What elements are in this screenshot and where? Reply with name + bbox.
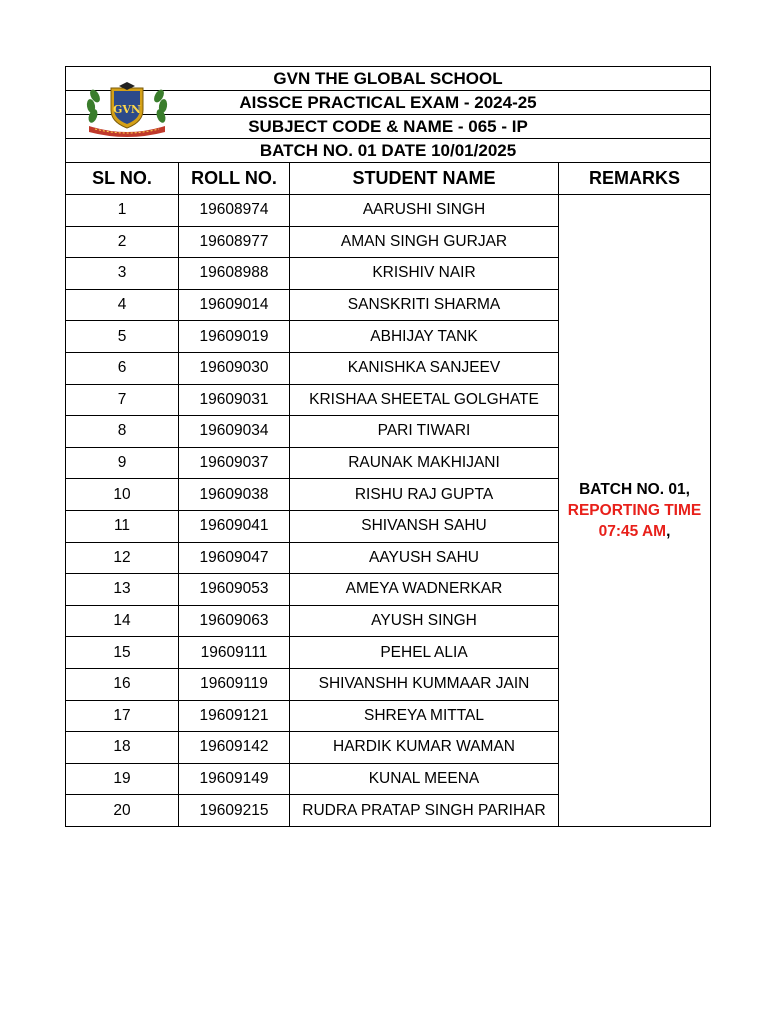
sl-no-cell: 2 (66, 226, 179, 258)
student-name-cell: HARDIK KUMAR WAMAN (290, 732, 559, 764)
student-name-cell: RISHU RAJ GUPTA (290, 479, 559, 511)
table-row (66, 195, 711, 227)
sl-no-cell: 19 (66, 763, 179, 795)
sl-no-cell: 17 (66, 700, 179, 732)
sl-no-cell: 7 (66, 384, 179, 416)
student-name-cell: AMEYA WADNERKAR (290, 574, 559, 606)
student-name-cell: AMAN SINGH GURJAR (290, 226, 559, 258)
roll-no-cell: 19609053 (179, 574, 290, 606)
sl-no-cell: 18 (66, 732, 179, 764)
student-name-cell: KANISHKA SANJEEV (290, 352, 559, 384)
roll-no-cell: 19609111 (179, 637, 290, 669)
col-student-name: STUDENT NAME (290, 163, 559, 195)
sl-no-cell: 13 (66, 574, 179, 606)
roll-no-cell: 19609034 (179, 416, 290, 448)
student-name-cell: RUDRA PRATAP SINGH PARIHAR (290, 795, 559, 827)
sl-no-cell: 6 (66, 352, 179, 384)
sl-no-cell: 1 (66, 195, 179, 227)
student-name-cell: PEHEL ALIA (290, 637, 559, 669)
col-roll-no: ROLL NO. (179, 163, 290, 195)
student-name-cell: KRISHAA SHEETAL GOLGHATE (290, 384, 559, 416)
remarks-time: 07:45 AM (598, 522, 667, 540)
roll-no-cell: 19608974 (179, 195, 290, 227)
student-name-cell: AARUSHI SINGH (290, 195, 559, 227)
remarks-batch: BATCH NO. 01, (579, 480, 690, 498)
roll-no-cell: 19609031 (179, 384, 290, 416)
roll-no-cell: 19609038 (179, 479, 290, 511)
student-name-cell: SANSKRITI SHARMA (290, 289, 559, 321)
student-name-cell: ABHIJAY TANK (290, 321, 559, 353)
sl-no-cell: 16 (66, 668, 179, 700)
student-name-cell: RAUNAK MAKHIJANI (290, 447, 559, 479)
student-name-cell: KUNAL MEENA (290, 763, 559, 795)
roll-no-cell: 19609142 (179, 732, 290, 764)
exam-sheet (65, 66, 710, 827)
student-name-cell: SHIVANSHH KUMMAAR JAIN (290, 668, 559, 700)
sl-no-cell: 11 (66, 510, 179, 542)
roll-no-cell: 19609149 (179, 763, 290, 795)
col-remarks: REMARKS (559, 163, 711, 195)
exam-title: AISSCE PRACTICAL EXAM - 2024-25 (66, 91, 711, 115)
roll-no-cell: 19609063 (179, 605, 290, 637)
sl-no-cell: 15 (66, 637, 179, 669)
sl-no-cell: 14 (66, 605, 179, 637)
roll-no-cell: 19608988 (179, 258, 290, 290)
sl-no-cell: 8 (66, 416, 179, 448)
svg-text:GVN: GVN (113, 103, 141, 116)
roll-no-cell: 19609121 (179, 700, 290, 732)
student-name-cell: KRISHIV NAIR (290, 258, 559, 290)
sl-no-cell: 5 (66, 321, 179, 353)
school-title: GVN THE GLOBAL SCHOOL (66, 67, 711, 91)
sl-no-cell: 4 (66, 289, 179, 321)
roll-no-cell: 19609030 (179, 352, 290, 384)
roll-no-cell: 19609215 (179, 795, 290, 827)
roll-no-cell: 19609037 (179, 447, 290, 479)
student-name-cell: SHIVANSH SAHU (290, 510, 559, 542)
student-name-cell: AYUSH SINGH (290, 605, 559, 637)
remarks-cell (559, 195, 711, 827)
col-sl-no: SL NO. (66, 163, 179, 195)
roll-no-cell: 19609047 (179, 542, 290, 574)
sl-no-cell: 3 (66, 258, 179, 290)
sl-no-cell: 20 (66, 795, 179, 827)
student-name-cell: AAYUSH SAHU (290, 542, 559, 574)
roll-no-cell: 19609019 (179, 321, 290, 353)
student-name-cell: SHREYA MITTAL (290, 700, 559, 732)
sl-no-cell: 10 (66, 479, 179, 511)
batch-title: BATCH NO. 01 DATE 10/01/2025 (66, 139, 711, 163)
roll-no-cell: 19609041 (179, 510, 290, 542)
sl-no-cell: 12 (66, 542, 179, 574)
remarks-comma: , (666, 522, 671, 540)
roll-no-cell: 19608977 (179, 226, 290, 258)
roll-no-cell: 19609014 (179, 289, 290, 321)
batch-table (65, 66, 711, 827)
student-name-cell: PARI TIWARI (290, 416, 559, 448)
remarks-reporting-time: REPORTING TIME (567, 501, 702, 519)
school-logo (81, 80, 173, 138)
subject-title: SUBJECT CODE & NAME - 065 - IP (66, 115, 711, 139)
sl-no-cell: 9 (66, 447, 179, 479)
roll-no-cell: 19609119 (179, 668, 290, 700)
